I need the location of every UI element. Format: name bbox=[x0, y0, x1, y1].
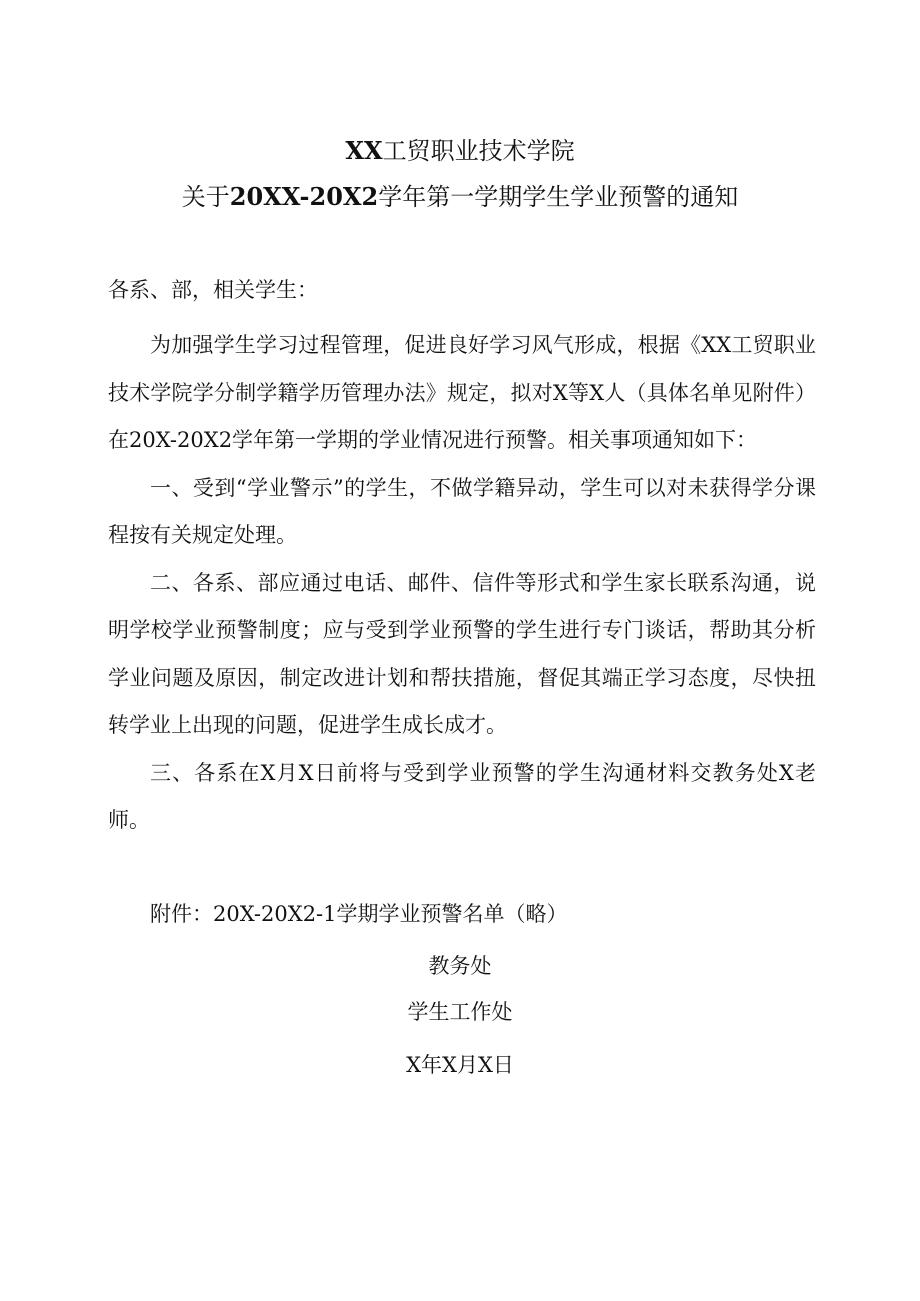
document-body bbox=[108, 275, 816, 845]
document-title-line2 bbox=[0, 182, 920, 212]
attachment-note: 附件：20X-20X2-1学期学业预警名单（略） bbox=[150, 902, 568, 926]
title-year-range: 20XX-20X2 bbox=[229, 182, 379, 211]
signature-office-student-affairs: 学生工作处 bbox=[407, 1000, 513, 1024]
title-prefix: 关于 bbox=[181, 183, 230, 211]
paragraph-item-3: 三、各系在X月X日前将与受到学业预警的学生沟通材料交教务处X老师。 bbox=[108, 760, 816, 832]
title-institution: 工贸职业技术学院 bbox=[382, 137, 575, 165]
signature-office-academic-affairs: 教务处 bbox=[428, 954, 492, 978]
paragraph-item-2: 二、各系、部应通过电话、邮件、信件等形式和学生家长联系沟通，说明学校学业预警制度；应与受到学业预警的学生进行专门谈话，帮助其分析学业问题及原因，制定改进计划和帮扶措施，督促其端正学习态度，尽快扭转学业上出现的问题，促进学生成长成才。 bbox=[108, 570, 816, 737]
paragraph-item-1: 一、受到“学业警示”的学生，不做学籍异动，学生可以对未获得学分课程按有关规定处理。 bbox=[108, 475, 816, 547]
paragraph-intro: 为加强学生学习过程管理，促进良好学习风气形成，根据《XX工贸职业技术学院学分制学籍学历管理办法》规定，拟对X等X人（具体名单见附件）在20X-20X2学年第一学期的学业情况进行预警。相关事项通知如下： bbox=[108, 333, 816, 452]
title-bold-xx: XX bbox=[345, 136, 383, 165]
document-title-line1 bbox=[0, 136, 920, 166]
salutation: 各系、部，相关学生： bbox=[108, 278, 318, 302]
title-subject: 学年第一学期学生学业预警的通知 bbox=[378, 183, 739, 211]
signature-date: X年X月X日 bbox=[406, 1053, 514, 1077]
